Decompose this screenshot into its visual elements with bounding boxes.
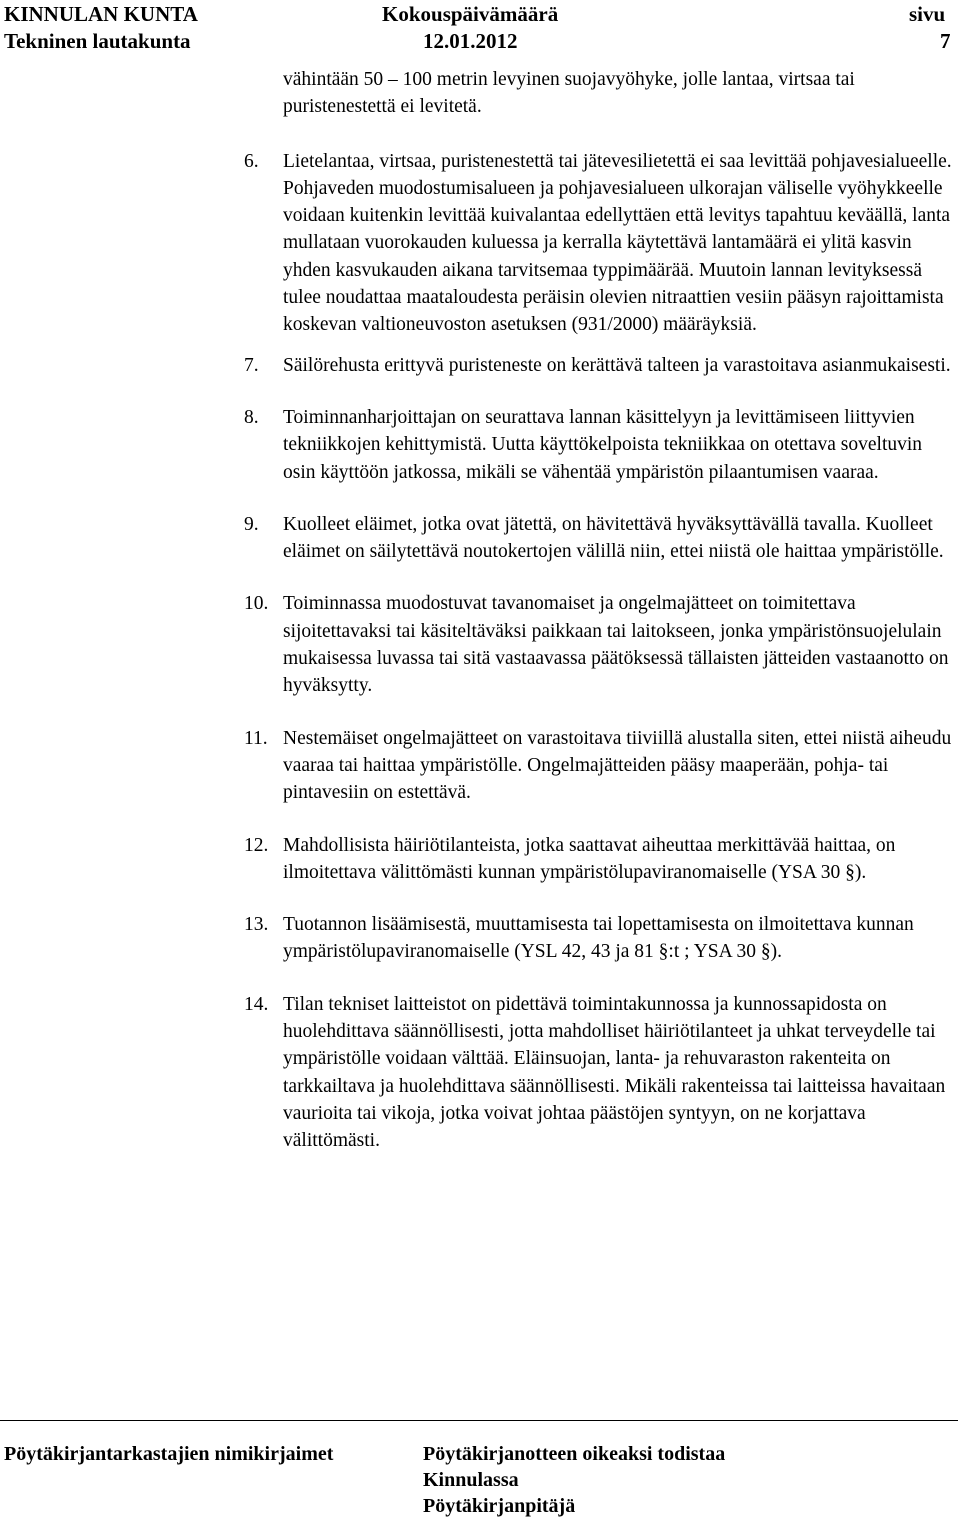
list-item [244,511,956,566]
list-item [244,404,956,486]
item-number: 12. [244,834,269,856]
board-name: Tekninen lautakunta [4,29,191,53]
list-item [244,590,956,699]
item-number: 14. [244,993,269,1015]
item-number: 11. [244,727,268,749]
item-text: Toiminnanharjoittajan on seurattava lannan käsittelyyn ja levittämiseen liittyvien tekniikkojen kehittymistä. Uutta käyttökelpoista tekniikkaa on otettava soveltuvin osin käyttöön jatkossa, mikäli se vähentää ympäristön pilaantumisen vaaraa. [283,406,923,483]
list-item [244,911,956,966]
certified-copy-label: Pöytäkirjanotteen oikeaksi todistaa [423,1443,726,1465]
intro-paragraph: vähintään 50 – 100 metrin levyinen suojavyöhyke, jolle lantaa, virtsaa tai puristenestettä ei levitetä. [283,69,855,118]
item-text: Lietelantaa, virtsaa, puristenestettä tai jätevesilietettä ei saa levittää pohjavesialueelle. Pohjaveden muodostumisalueen ja pohjavesialueen ulkorajan väliselle vyöhykkeelle voidaan kuitenkin levittää kuivalantaa edellyttäen että levitys tapahtuu keväällä, lanta mullataan vuorokauden kuluessa ja kerralla käytettävä lantamäärä ei ylitä kasvin yhden kasvukauden aikana tarvitsemaa typpimäärää. Muutoin lannan levityksessä tulee noudattaa maataloudesta peräisin olevien nitraattien vesiin pääsyn rajoittamista koskevan valtioneuvoston asetuksen (931/2000) määräyksiä. [283,150,952,336]
list-item [244,148,956,339]
item-number: 7. [244,354,259,376]
item-number: 9. [244,513,259,535]
item-text: Nestemäiset ongelmajätteet on varastoitava tiiviillä alustalla siten, ettei niistä aiheudu vaaraa tai haittaa ympäristölle. Ongelmajätteiden pääsy maaperään, pohja- tai pintavesiin on estettävä. [283,727,952,804]
item-text: Toiminnassa muodostuvat tavanomaiset ja ongelmajätteet on toimitettava sijoitettavaksi tai käsiteltäväksi paikkaan tai laitokseen, jonka ympäristönsuojelulain mukaisessa luvassa tai sitä vastaavassa päätöksessä tällaisten jätteiden vastaanotto on hyväksytty. [283,593,949,697]
item-number: 10. [244,593,269,615]
item-text: Tilan tekniset laitteistot on pidettävä toimintakunnossa ja kunnossapidosta on huolehdittava säännöllisesti, jotta mahdolliset häiriötilanteet ja uhkat terveydelle tai ympäristölle voidaan välttää. Eläinsuojan, lanta- ja rehuvaraston rakenteita on tarkkailtava ja huolehdittava säännöllisesti. Mikäli rakenteissa tai laitteissa havaitaan vaurioita tai vikoja, jotka voivat johtaa päästöjen syntyyn, on ne korjattava välittömästi. [283,993,946,1152]
municipality-name: KINNULAN KUNTA [4,2,198,26]
footer-divider [0,1420,958,1421]
item-text: Säilörehusta erittyvä puristeneste on kerättävä talteen ja varastoitava asianmukaisesti. [283,354,951,376]
item-text: Tuotannon lisäämisestä, muuttamisesta tai lopettamisesta on ilmoitettava kunnan ympäristölupaviranomaiselle (YSL 42, 43 ja 81 §:t ; YSA 30 §). [283,914,914,963]
meeting-date-label: Kokouspäivämäärä [382,2,559,26]
place-label: Kinnulassa [423,1469,519,1491]
list-item [244,991,956,1155]
secretary-label: Pöytäkirjanpitäjä [423,1495,576,1517]
item-number: 8. [244,406,259,428]
list-item [244,725,956,807]
document-body [244,66,956,1155]
item-text: Kuolleet eläimet, jotka ovat jätettä, on hävitettävä hyväksyttävällä tavalla. Kuolleet eläimet on säilytettävä noutokertojen välillä niin, ettei niistä ole haittaa ympäristölle. [283,513,944,563]
item-text: Mahdollisista häiriötilanteista, jotka saattavat aiheuttaa merkittävää haittaa, on ilmoitettava välittömästi kunnan ympäristölupaviranomaiselle (YSA 30 §). [283,834,896,883]
inspectors-initials-label: Pöytäkirjantarkastajien nimikirjaimet [4,1443,334,1465]
item-number: 13. [244,914,269,936]
item-number: 6. [244,150,259,172]
page-number: 7 [940,29,951,53]
list-item [244,352,956,379]
page-label: sivu [909,2,946,26]
list-item [244,832,956,887]
meeting-date: 12.01.2012 [423,29,518,53]
